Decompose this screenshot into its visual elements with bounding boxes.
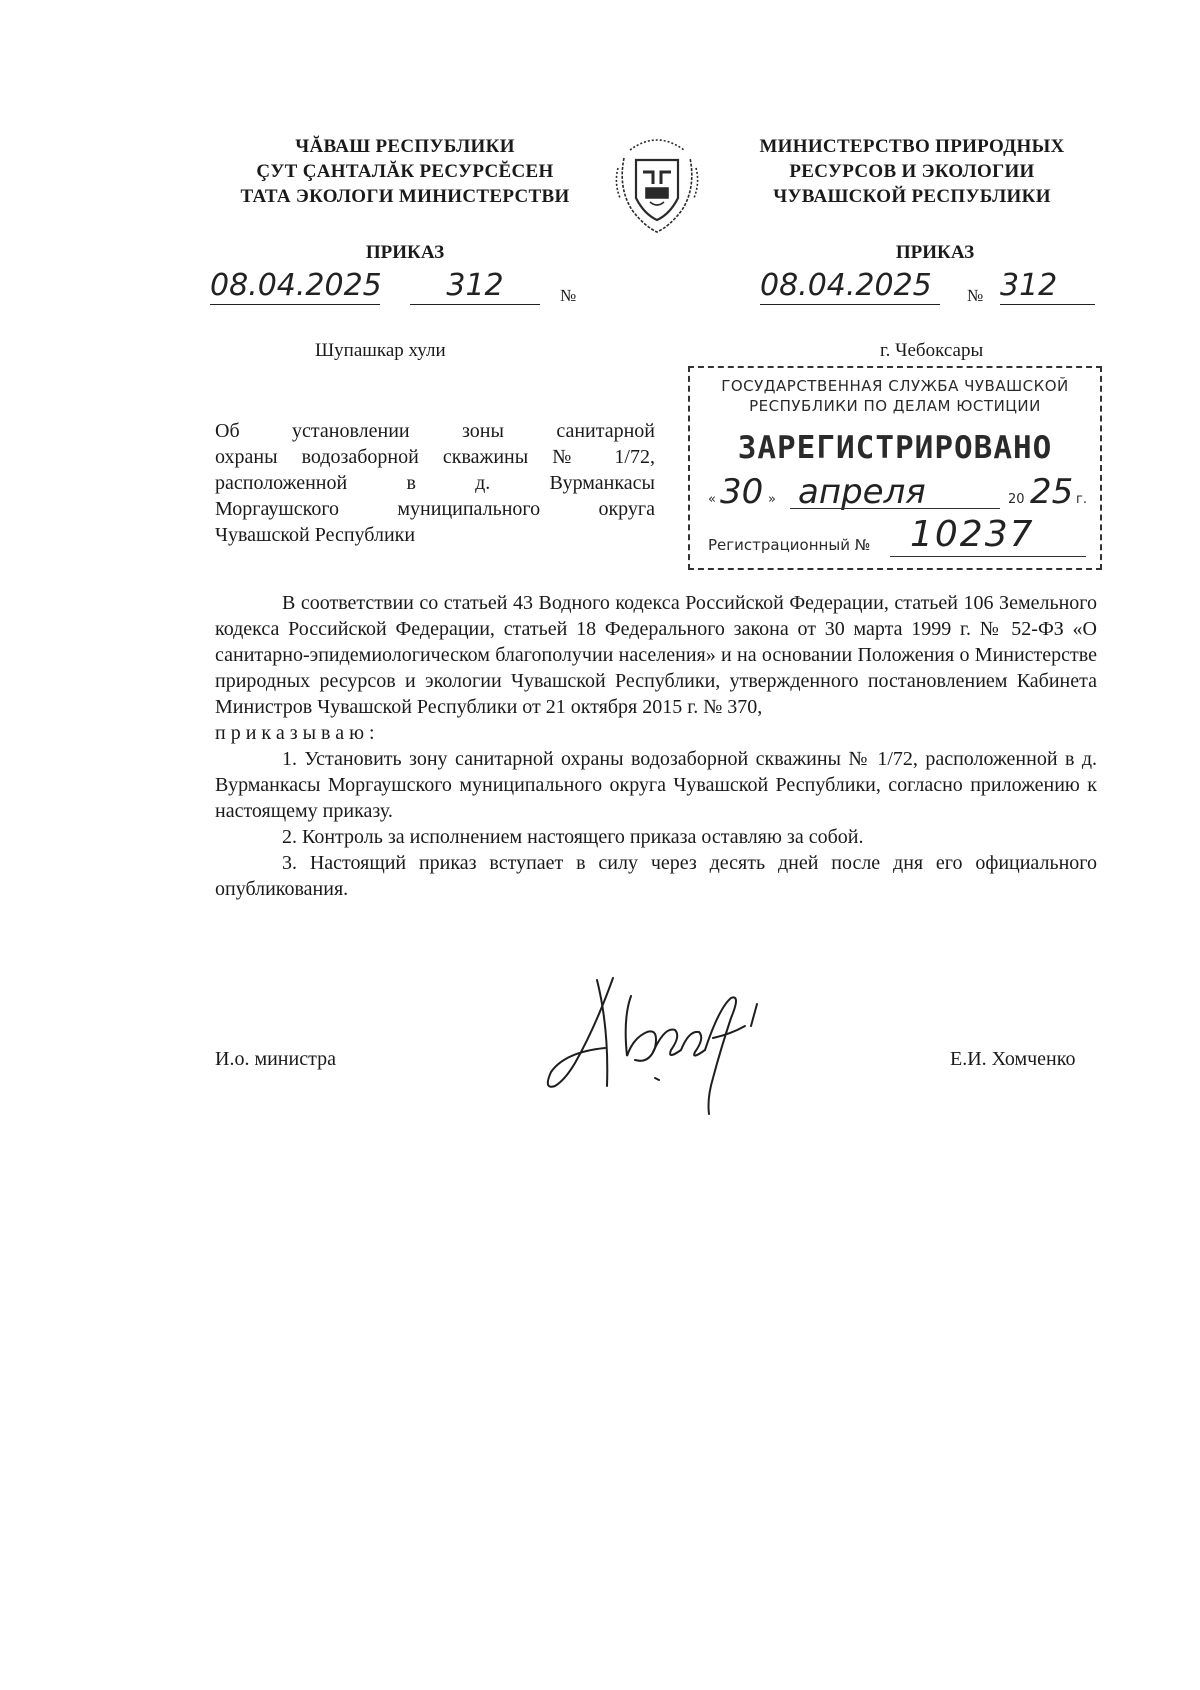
signature-role: И.о. министра (215, 1048, 336, 1070)
stamp-year-suffix: 25 (1030, 472, 1074, 512)
stamp-month-underline (790, 508, 1000, 509)
stamp-year-prefix: 20 (1008, 492, 1025, 507)
body-paragraph-basis: В соответствии со статьей 43 Водного кодекса Российской Федерации, статьей 106 Земельного кодекса Российской Федерации, статьей 18 Федерального закона от 30 марта 1999 г. № 52-ФЗ «О санитарно-эпидемиологическом благополучии населения» и на основании Положения о Министерстве природных ресурсов и экологии Чувашской Республики, утвержденного постановлением Кабинета Министров Чувашской Республики от 21 октября 2015 г. № 370, (215, 592, 1097, 718)
subject-line1: Об установлении зоны санитарной (215, 420, 655, 442)
header-left-line2: ÇУТ ÇАНТАЛĂК РЕСУРСĔСЕН (256, 161, 554, 182)
stamp-month: апреля (798, 472, 926, 512)
stamp-registered-title: ЗАРЕГИСТРИРОВАНО (737, 430, 1053, 466)
order-date-left: 08.04.2025 (210, 268, 382, 303)
body-item-2: 2. Контроль за исполнением настоящего приказа оставляю за собой. (282, 826, 864, 848)
signature-name: Е.И. Хомченко (950, 1048, 1076, 1070)
orders-word: приказываю: (215, 722, 380, 744)
registration-stamp (688, 366, 1102, 570)
body-item-1: 1. Установить зону санитарной охраны водозаборной скважины № 1/72, расположенной в д. Вурманкасы Моргаушского муниципального округа Чувашской Республики, согласно приложению к настоящему приказу. (215, 748, 1097, 822)
order-title-left: ПРИКАЗ (365, 242, 445, 263)
number-sign-right: № (967, 286, 984, 305)
stamp-year-unit: г. (1076, 492, 1087, 507)
subject-line2: охраны водозаборной скважины № 1/72, (215, 446, 655, 468)
header-right (722, 134, 1102, 209)
stamp-day: 30 (720, 472, 764, 512)
order-number-left: 312 (410, 268, 540, 305)
header-left-line3: ТАТА ЭКОЛОГИ МИНИСТЕРСТВИ (240, 186, 570, 207)
subject-line5: Чувашской Республики (215, 524, 416, 546)
orders-word-line (215, 720, 1097, 746)
order-title-right: ПРИКАЗ (895, 242, 975, 263)
stamp-reg-number: 10237 (910, 514, 1035, 555)
stamp-quote-open: « (708, 492, 716, 507)
stamp-org-line2: РЕСПУБЛИКИ ПО ДЕЛАМ ЮСТИЦИИ (749, 397, 1041, 415)
number-sign-left: № (560, 286, 577, 305)
subject-line3: расположенной в д. Вурманкасы (215, 472, 655, 494)
stamp-reg-underline (890, 556, 1086, 557)
order-subject (215, 418, 655, 548)
body-item-3: 3. Настоящий приказ вступает в силу через десять дней после дня его официального опубликования. (215, 852, 1097, 900)
header-left (215, 134, 595, 209)
order-date-right: 08.04.2025 (760, 268, 940, 305)
handwritten-signature (535, 968, 775, 1118)
header-right-line2: РЕСУРСОВ И ЭКОЛОГИИ (789, 161, 1035, 182)
stamp-quote-close: » (768, 492, 776, 507)
emblem-icon (610, 128, 704, 238)
order-number-right: 312 (1000, 268, 1095, 305)
header-right-line3: ЧУВАШСКОЙ РЕСПУБЛИКИ (773, 186, 1051, 207)
stamp-org-line1: ГОСУДАРСТВЕННАЯ СЛУЖБА ЧУВАШСКОЙ (721, 377, 1069, 395)
header-left-line1: ЧĂВАШ РЕСПУБЛИКИ (295, 136, 515, 157)
place-russian: г. Чебоксары (880, 340, 984, 361)
order-body (215, 590, 1097, 902)
header-right-line1: МИНИСТЕРСТВО ПРИРОДНЫХ (759, 136, 1065, 157)
subject-line4: Моргаушского муниципального округа (215, 498, 655, 520)
stamp-reg-label: Регистрационный № (708, 536, 871, 554)
place-chuvash: Шупашкар хули (315, 340, 446, 361)
